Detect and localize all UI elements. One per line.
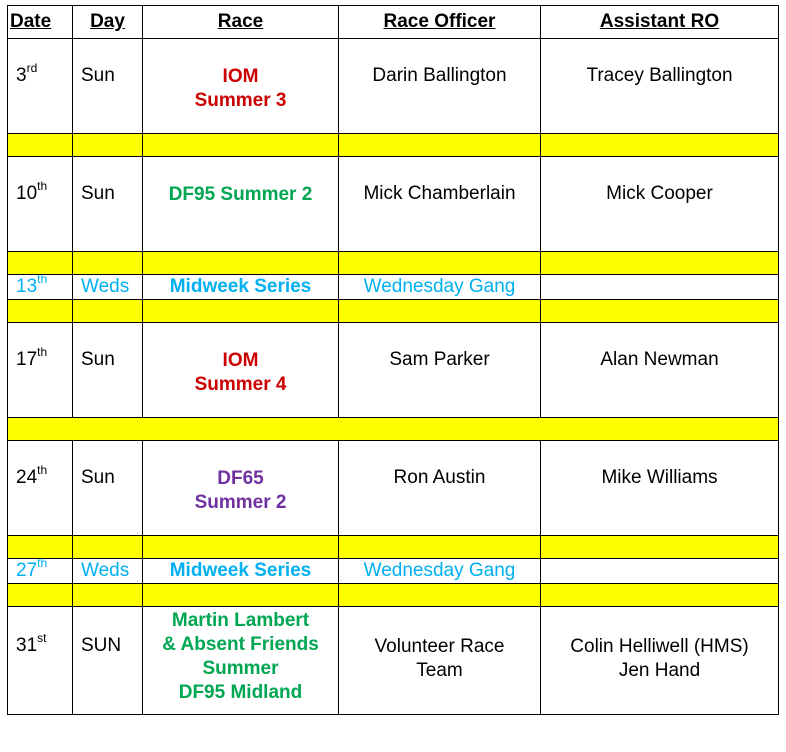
day-cell: Sun	[73, 441, 143, 536]
race-officer-cell: Sam Parker	[339, 323, 541, 418]
race-cell: Midweek Series	[143, 559, 339, 584]
assistant-ro-cell	[541, 559, 779, 584]
race-officer-cell: Wednesday Gang	[339, 275, 541, 300]
highlight-spacer-row	[8, 536, 779, 559]
day-cell: Sun	[73, 157, 143, 252]
header-race-officer: Race Officer	[339, 6, 541, 39]
header-day: Day	[73, 6, 143, 39]
race-cell: IOM Summer 3	[143, 39, 339, 134]
race-cell: Martin Lambert & Absent Friends Summer DF95 Midland	[143, 607, 339, 715]
race-schedule-table	[7, 5, 779, 715]
highlight-spacer-row	[8, 418, 779, 441]
header-assistant-ro: Assistant RO	[541, 6, 779, 39]
assistant-ro-cell: Colin Helliwell (HMS) Jen Hand	[541, 607, 779, 715]
assistant-ro-cell: Tracey Ballington	[541, 39, 779, 134]
day-cell: Weds	[73, 559, 143, 584]
date-cell: 27th	[8, 559, 73, 584]
race-cell: DF95 Summer 2	[143, 157, 339, 252]
highlight-spacer-row	[8, 252, 779, 275]
day-cell: Sun	[73, 39, 143, 134]
race-officer-cell: Ron Austin	[339, 441, 541, 536]
table-row	[8, 275, 779, 300]
date-cell: 3rd	[8, 39, 73, 134]
date-cell: 24th	[8, 441, 73, 536]
header-date: Date	[8, 6, 73, 39]
day-cell: SUN	[73, 607, 143, 715]
date-cell: 17th	[8, 323, 73, 418]
table-row	[8, 607, 779, 715]
date-cell: 31st	[8, 607, 73, 715]
race-officer-cell: Wednesday Gang	[339, 559, 541, 584]
race-cell: IOM Summer 4	[143, 323, 339, 418]
assistant-ro-cell: Alan Newman	[541, 323, 779, 418]
assistant-ro-cell: Mick Cooper	[541, 157, 779, 252]
date-cell: 13th	[8, 275, 73, 300]
table-row	[8, 39, 779, 134]
race-cell: Midweek Series	[143, 275, 339, 300]
header-race: Race	[143, 6, 339, 39]
table-row	[8, 323, 779, 418]
highlight-spacer-row	[8, 300, 779, 323]
highlight-spacer-row	[8, 134, 779, 157]
header-row	[8, 6, 779, 39]
day-cell: Sun	[73, 323, 143, 418]
highlight-spacer-row	[8, 584, 779, 607]
race-cell: DF65 Summer 2	[143, 441, 339, 536]
day-cell: Weds	[73, 275, 143, 300]
table-row	[8, 441, 779, 536]
table-row	[8, 559, 779, 584]
assistant-ro-cell	[541, 275, 779, 300]
table-row	[8, 157, 779, 252]
race-officer-cell: Mick Chamberlain	[339, 157, 541, 252]
date-cell: 10th	[8, 157, 73, 252]
assistant-ro-cell: Mike Williams	[541, 441, 779, 536]
race-officer-cell: Volunteer Race Team	[339, 607, 541, 715]
race-officer-cell: Darin Ballington	[339, 39, 541, 134]
